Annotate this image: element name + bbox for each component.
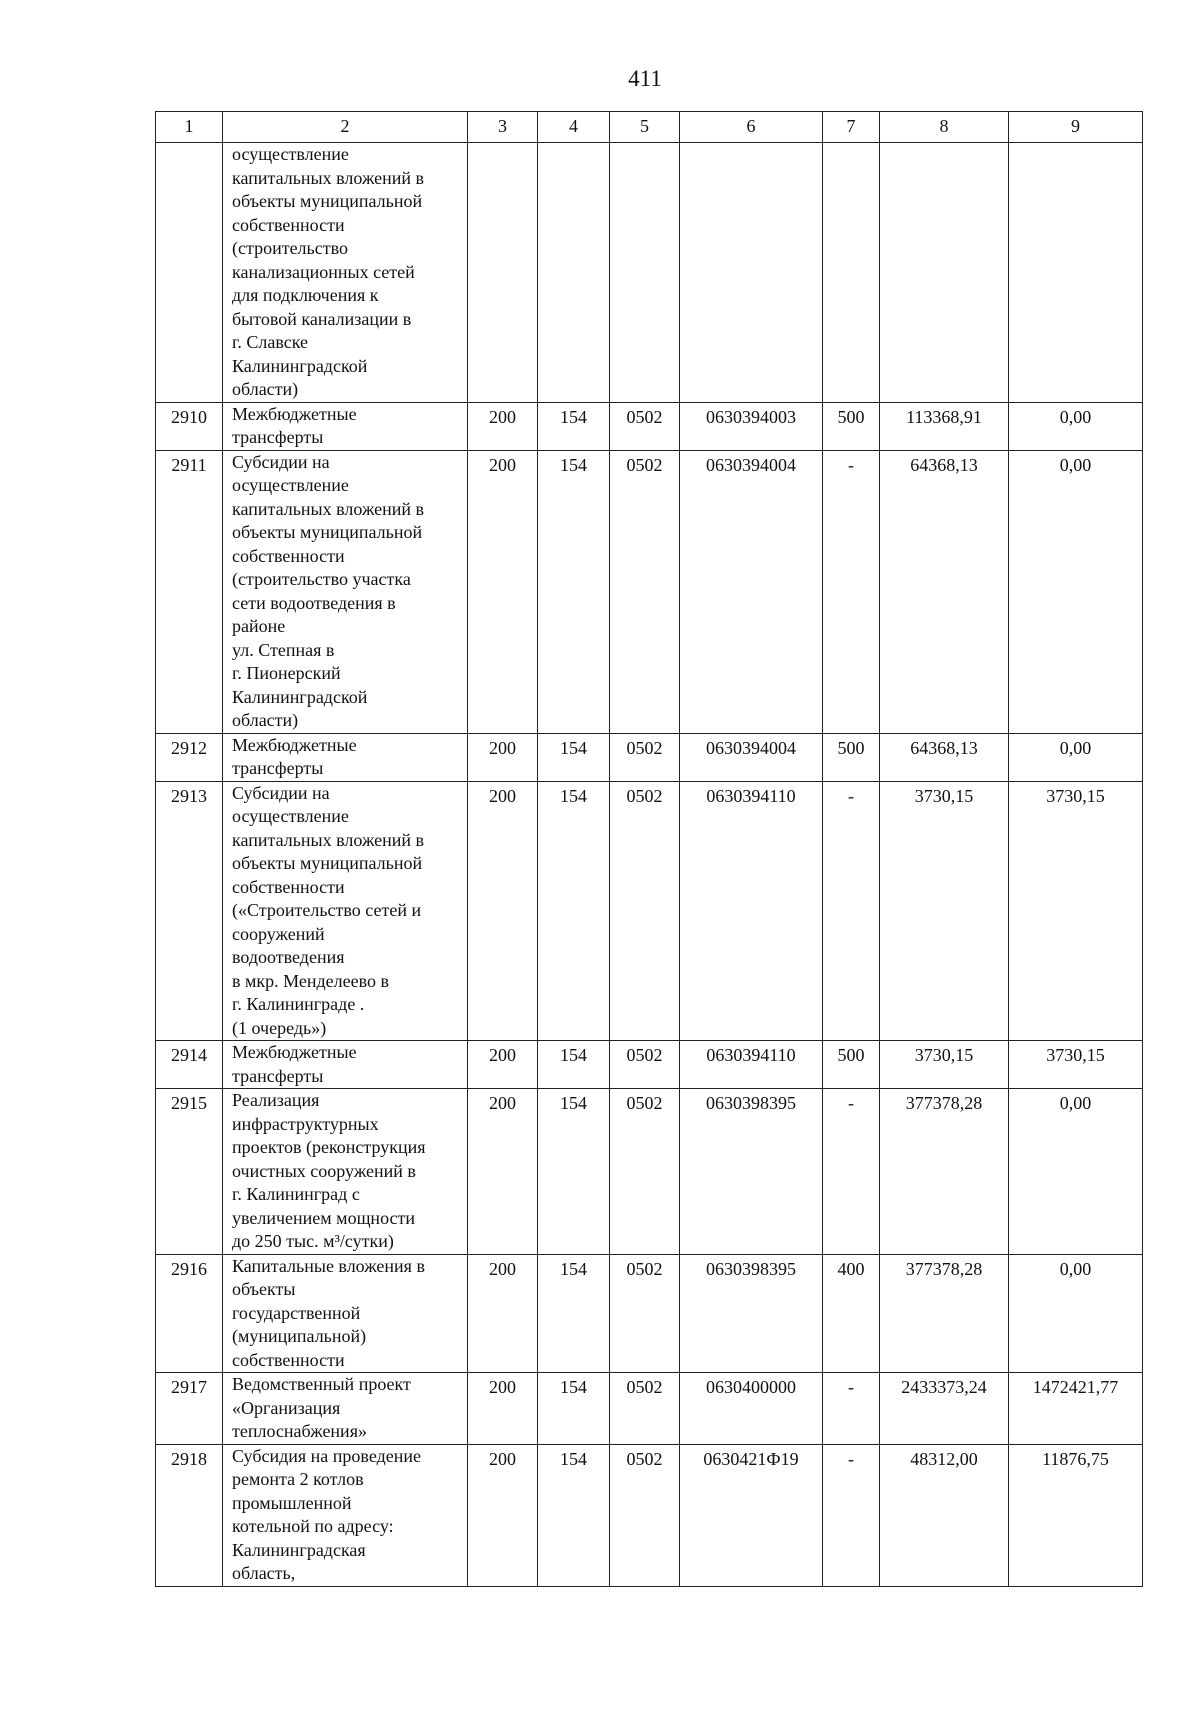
- cell-col9: [1009, 143, 1143, 403]
- budget-table: [155, 111, 1143, 1587]
- cell-col6: [680, 143, 823, 403]
- cell-col8: 3730,15: [880, 781, 1009, 1041]
- row-name: Субсидии на осуществление капитальных вложений в объекты муниципальной собственности («Строительство сетей и сооружений водоотведения в мкр. Менделеево в г. Калининграде . (1 очередь»): [223, 781, 468, 1041]
- cell-col4: [538, 143, 610, 403]
- cell-col6: 0630421Ф19: [680, 1444, 823, 1586]
- column-header: 7: [823, 112, 880, 143]
- column-header: 8: [880, 112, 1009, 143]
- cell-col7: 500: [823, 402, 880, 450]
- column-header: 9: [1009, 112, 1143, 143]
- cell-col7: [823, 143, 880, 403]
- cell-col7: 500: [823, 733, 880, 781]
- cell-col8: 377378,28: [880, 1089, 1009, 1255]
- cell-col9: 3730,15: [1009, 781, 1143, 1041]
- cell-col7: 400: [823, 1254, 880, 1373]
- cell-col8: 377378,28: [880, 1254, 1009, 1373]
- row-number: 2918: [156, 1444, 223, 1586]
- table-row: [156, 450, 1143, 733]
- cell-col9: 3730,15: [1009, 1041, 1143, 1089]
- cell-col8: 2433373,24: [880, 1373, 1009, 1445]
- row-name: Капитальные вложения в объекты государственной (муниципальной) собственности: [223, 1254, 468, 1373]
- column-header: 3: [468, 112, 538, 143]
- cell-col8: 48312,00: [880, 1444, 1009, 1586]
- row-number: 2914: [156, 1041, 223, 1089]
- table-row: [156, 143, 1143, 403]
- cell-col5: 0502: [610, 402, 680, 450]
- cell-col3: 200: [468, 1444, 538, 1586]
- table-row: [156, 733, 1143, 781]
- row-name: Субсидия на проведение ремонта 2 котлов промышленной котельной по адресу: Калининградская область,: [223, 1444, 468, 1586]
- cell-col3: 200: [468, 733, 538, 781]
- cell-col4: 154: [538, 733, 610, 781]
- cell-col7: -: [823, 1089, 880, 1255]
- table-row: [156, 402, 1143, 450]
- cell-col7: 500: [823, 1041, 880, 1089]
- table-row: [156, 1254, 1143, 1373]
- cell-col5: 0502: [610, 1254, 680, 1373]
- cell-col3: 200: [468, 781, 538, 1041]
- cell-col7: -: [823, 1444, 880, 1586]
- cell-col9: 0,00: [1009, 1089, 1143, 1255]
- row-name: Межбюджетные трансферты: [223, 733, 468, 781]
- row-name: Межбюджетные трансферты: [223, 402, 468, 450]
- cell-col4: 154: [538, 402, 610, 450]
- cell-col6: 0630394110: [680, 1041, 823, 1089]
- row-number: [156, 143, 223, 403]
- cell-col8: 64368,13: [880, 733, 1009, 781]
- cell-col5: 0502: [610, 450, 680, 733]
- cell-col4: 154: [538, 1373, 610, 1445]
- table-row: [156, 1041, 1143, 1089]
- cell-col6: 0630398395: [680, 1254, 823, 1373]
- page-number: 411: [628, 66, 662, 91]
- cell-col5: 0502: [610, 1041, 680, 1089]
- cell-col3: 200: [468, 1089, 538, 1255]
- row-name: Реализация инфраструктурных проектов (реконструкция очистных сооружений в г. Калининград с увеличением мощности до 250 тыс. м³/сутки): [223, 1089, 468, 1255]
- cell-col7: -: [823, 450, 880, 733]
- cell-col8: 113368,91: [880, 402, 1009, 450]
- cell-col5: [610, 143, 680, 403]
- table-row: [156, 781, 1143, 1041]
- cell-col6: 0630398395: [680, 1089, 823, 1255]
- cell-col6: 0630394110: [680, 781, 823, 1041]
- cell-col8: [880, 143, 1009, 403]
- cell-col7: -: [823, 781, 880, 1041]
- cell-col4: 154: [538, 1089, 610, 1255]
- table-row: [156, 1373, 1143, 1445]
- row-number: 2912: [156, 733, 223, 781]
- table-row: [156, 1089, 1143, 1255]
- row-number: 2915: [156, 1089, 223, 1255]
- cell-col6: 0630394004: [680, 733, 823, 781]
- cell-col9: 0,00: [1009, 450, 1143, 733]
- cell-col8: 64368,13: [880, 450, 1009, 733]
- table-header-row: [156, 112, 1143, 143]
- column-header: 2: [223, 112, 468, 143]
- cell-col4: 154: [538, 1041, 610, 1089]
- cell-col6: 0630394004: [680, 450, 823, 733]
- cell-col6: 0630400000: [680, 1373, 823, 1445]
- cell-col5: 0502: [610, 733, 680, 781]
- cell-col3: 200: [468, 402, 538, 450]
- cell-col4: 154: [538, 450, 610, 733]
- cell-col6: 0630394003: [680, 402, 823, 450]
- cell-col3: 200: [468, 1254, 538, 1373]
- cell-col9: 0,00: [1009, 1254, 1143, 1373]
- row-number: 2911: [156, 450, 223, 733]
- column-header: 1: [156, 112, 223, 143]
- cell-col3: 200: [468, 1373, 538, 1445]
- cell-col5: 0502: [610, 1373, 680, 1445]
- cell-col9: 0,00: [1009, 402, 1143, 450]
- column-header: 4: [538, 112, 610, 143]
- table-row: [156, 1444, 1143, 1586]
- cell-col3: 200: [468, 450, 538, 733]
- cell-col5: 0502: [610, 781, 680, 1041]
- row-number: 2916: [156, 1254, 223, 1373]
- cell-col3: 200: [468, 1041, 538, 1089]
- row-name: Межбюджетные трансферты: [223, 1041, 468, 1089]
- cell-col4: 154: [538, 1444, 610, 1586]
- row-number: 2910: [156, 402, 223, 450]
- cell-col4: 154: [538, 1254, 610, 1373]
- cell-col9: 1472421,77: [1009, 1373, 1143, 1445]
- cell-col9: 11876,75: [1009, 1444, 1143, 1586]
- row-name: Субсидии на осуществление капитальных вложений в объекты муниципальной собственности (строительство участка сети водоотведения в районе ул. Степная в г. Пионерский Калининградской области): [223, 450, 468, 733]
- cell-col9: 0,00: [1009, 733, 1143, 781]
- row-name: осуществление капитальных вложений в объекты муниципальной собственности (строительство канализационных сетей для подключения к бытовой канализации в г. Славске Калининградской области): [223, 143, 468, 403]
- cell-col5: 0502: [610, 1089, 680, 1255]
- cell-col3: [468, 143, 538, 403]
- cell-col4: 154: [538, 781, 610, 1041]
- cell-col5: 0502: [610, 1444, 680, 1586]
- row-number: 2917: [156, 1373, 223, 1445]
- row-number: 2913: [156, 781, 223, 1041]
- cell-col8: 3730,15: [880, 1041, 1009, 1089]
- column-header: 6: [680, 112, 823, 143]
- column-header: 5: [610, 112, 680, 143]
- cell-col7: -: [823, 1373, 880, 1445]
- row-name: Ведомственный проект «Организация теплоснабжения»: [223, 1373, 468, 1445]
